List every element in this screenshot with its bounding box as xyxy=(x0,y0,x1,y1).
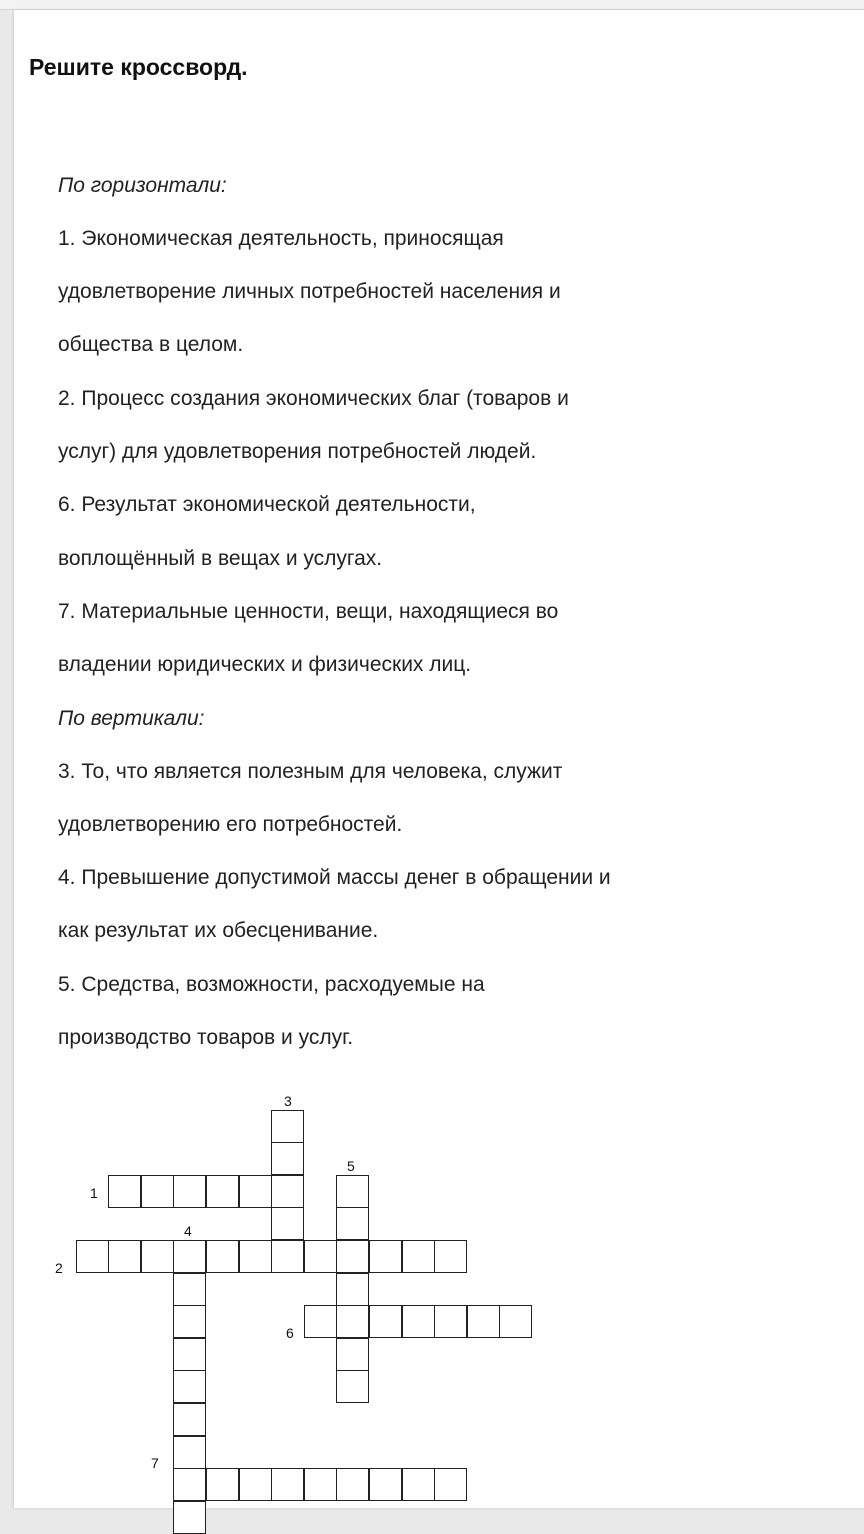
task-title: Решите кроссворд. xyxy=(29,54,248,80)
crossword-cell[interactable] xyxy=(304,1305,337,1338)
crossword-cell[interactable] xyxy=(271,1142,304,1175)
crossword-cell[interactable] xyxy=(173,1273,206,1306)
crossword-cell[interactable] xyxy=(206,1175,239,1208)
crossword-cell[interactable] xyxy=(173,1468,206,1501)
clue-number-4: 4 xyxy=(184,1223,192,1239)
clue-number-5: 5 xyxy=(347,1158,355,1174)
down-heading: По вертикали: xyxy=(58,707,205,730)
crossword-cell[interactable] xyxy=(304,1468,337,1501)
clue-line: воплощённый в вещах и услугах. xyxy=(58,547,383,570)
clue-line: 2. Процесс создания экономических благ (товаров и xyxy=(58,387,569,410)
crossword-cell[interactable] xyxy=(336,1370,369,1403)
clue-line: 3. То, что является полезным для человека, служит xyxy=(58,760,563,783)
clue-number-6: 6 xyxy=(286,1325,294,1341)
crossword-cell[interactable] xyxy=(173,1370,206,1403)
crossword-cell[interactable] xyxy=(336,1338,369,1371)
crossword-cell[interactable] xyxy=(336,1468,369,1501)
crossword-cell[interactable] xyxy=(434,1468,467,1501)
crossword-cell[interactable] xyxy=(467,1305,500,1338)
crossword-cell[interactable] xyxy=(402,1305,435,1338)
crossword-cell[interactable] xyxy=(206,1468,239,1501)
crossword-cell[interactable] xyxy=(434,1240,467,1273)
crossword-cell[interactable] xyxy=(336,1240,369,1273)
crossword-cell[interactable] xyxy=(271,1468,304,1501)
crossword-cell[interactable] xyxy=(173,1338,206,1371)
document-page xyxy=(14,10,864,1508)
across-heading: По горизонтали: xyxy=(58,174,227,197)
crossword-cell[interactable] xyxy=(108,1175,141,1208)
crossword-cell[interactable] xyxy=(239,1468,272,1501)
clue-line: удовлетворению его потребностей. xyxy=(58,813,403,836)
crossword-cell[interactable] xyxy=(108,1240,141,1273)
clue-line: 5. Средства, возможности, расходуемые на xyxy=(58,973,485,996)
crossword-cell[interactable] xyxy=(239,1175,272,1208)
crossword-cell[interactable] xyxy=(336,1207,369,1240)
crossword-cell[interactable] xyxy=(402,1240,435,1273)
crossword-cell[interactable] xyxy=(369,1468,402,1501)
clue-line: как результат их обесценивание. xyxy=(58,919,379,942)
crossword-cell[interactable] xyxy=(141,1175,174,1208)
crossword-cell[interactable] xyxy=(369,1240,402,1273)
crossword-cell[interactable] xyxy=(369,1305,402,1338)
clue-line: общества в целом. xyxy=(58,333,244,356)
crossword-cell[interactable] xyxy=(271,1110,304,1143)
clue-line: 7. Материальные ценности, вещи, находящиеся во xyxy=(58,600,559,623)
crossword-cell[interactable] xyxy=(271,1175,304,1208)
crossword-cell[interactable] xyxy=(76,1240,109,1273)
crossword-cell[interactable] xyxy=(402,1468,435,1501)
crossword-cell[interactable] xyxy=(336,1305,369,1338)
clue-line: владении юридических и физических лиц. xyxy=(58,653,472,676)
top-bar xyxy=(0,0,864,10)
clue-line: 4. Превышение допустимой массы денег в обращении и xyxy=(58,866,611,889)
clue-number-1: 1 xyxy=(90,1185,98,1201)
crossword-cell[interactable] xyxy=(173,1436,206,1469)
crossword-cell[interactable] xyxy=(336,1273,369,1306)
clue-number-7: 7 xyxy=(151,1455,159,1471)
crossword-cell[interactable] xyxy=(173,1501,206,1534)
clue-line: 6. Результат экономической деятельности, xyxy=(58,493,476,516)
crossword-cell[interactable] xyxy=(173,1305,206,1338)
crossword-cell[interactable] xyxy=(173,1240,206,1273)
crossword-cell[interactable] xyxy=(239,1240,272,1273)
crossword-cell[interactable] xyxy=(173,1403,206,1436)
crossword-cell[interactable] xyxy=(434,1305,467,1338)
crossword-cell[interactable] xyxy=(206,1240,239,1273)
crossword-cell[interactable] xyxy=(173,1175,206,1208)
clue-line: 1. Экономическая деятельность, приносящая xyxy=(58,227,504,250)
clue-number-2: 2 xyxy=(55,1260,63,1276)
crossword-cell[interactable] xyxy=(304,1240,337,1273)
clue-line: удовлетворение личных потребностей населения и xyxy=(58,280,561,303)
clue-line: услуг) для удовлетворения потребностей людей. xyxy=(58,440,537,463)
crossword-cell[interactable] xyxy=(499,1305,532,1338)
crossword-cell[interactable] xyxy=(141,1240,174,1273)
crossword-cell[interactable] xyxy=(271,1240,304,1273)
clue-number-3: 3 xyxy=(284,1093,292,1109)
clue-line: производство товаров и услуг. xyxy=(58,1026,354,1049)
crossword-cell[interactable] xyxy=(336,1175,369,1208)
crossword-cell[interactable] xyxy=(271,1207,304,1240)
